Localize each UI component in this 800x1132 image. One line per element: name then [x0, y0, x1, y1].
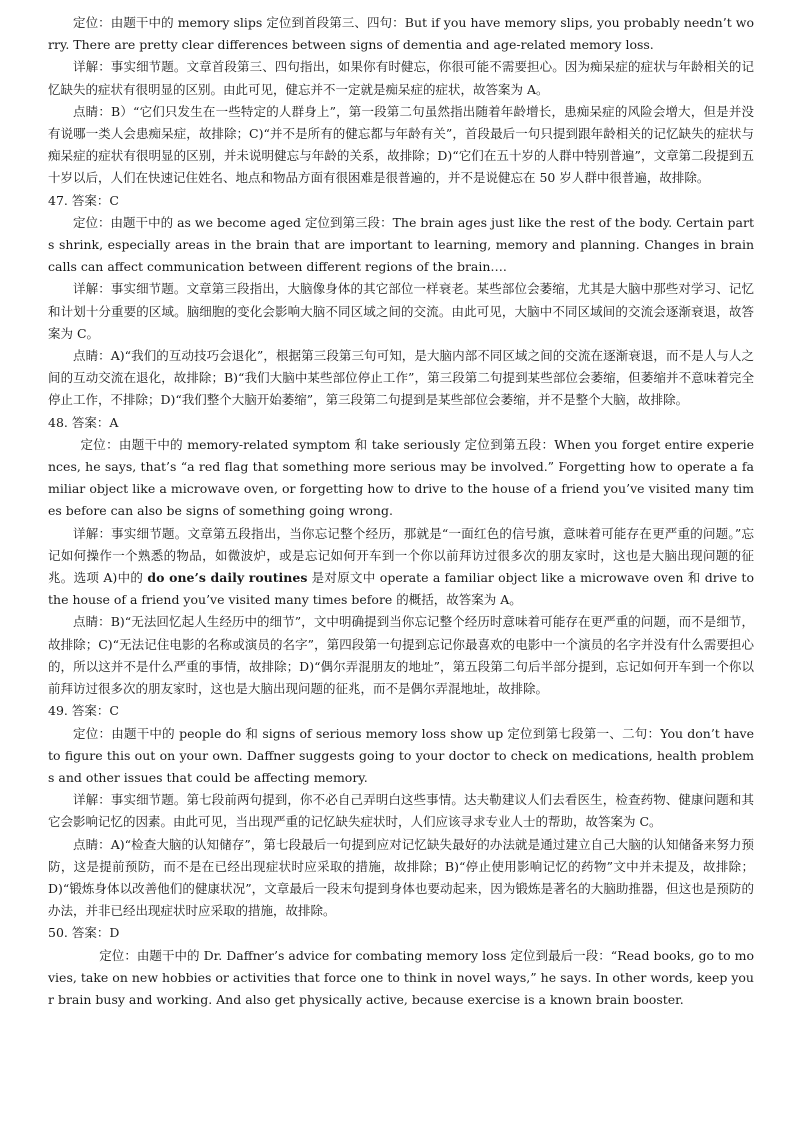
- q47-detail: 详解：事实细节题。文章第三段指出，大脑像身体的其它部位一样衰老。某些部位会萎缩，尤其是大脑中那些对学习、记忆和计划十分重要的区域。脑细胞的变化会影响大脑不同区域之间的交流。由此可见，大脑中不同区域间的交流会逐渐衰退，故答案为 C。: [48, 281, 754, 341]
- q48-detail-bold-phrase: do one’s daily routines: [147, 570, 308, 586]
- q50-locate: 定位：由题干中的 Dr. Daffner’s advice for combating memory loss 定位到最后一段：“Read books, go to movies, take on new hobbies or activities that force one to think in novel ways,” he says. In other words, keep your brain busy and working. And also get physically active, because exercise is a known brain booster.: [48, 947, 754, 1007]
- q48-tips: 点睛：B)“无法回忆起人生经历中的细节”，文中明确提到当你忘记整个经历时意味着可能存在更严重的问题，而不是细节，故排除；C)“无法记住电影的名称或演员的名字”，第四段第一句提到忘记你最喜欢的电影中一个演员的名字并没有什么需要担心的，所以这并不是什么严重的事情，故排除；D)“偶尔弄混朋友的地址”，第五段第二句后半部分提到，忘记如何开车到一个你以前拜访过很多次的朋友家时，这也是大脑出现问题的征兆，而不是偶尔弄混地址，故排除。: [48, 614, 754, 697]
- q49-locate: 定位：由题干中的 people do 和 signs of serious memory loss show up 定位到第七段第一、二句：You don’t have to figure this out on your own. Daffner suggests going to your doctor to check on medications, health problems and other issues that could be affecting memory.: [48, 725, 754, 785]
- q46-locate: 定位：由题干中的 memory slips 定位到首段第三、四句：But if you have memory slips, you probably needn’t worry. There are pretty clear differences between signs of dementia and age-related memory loss.: [48, 15, 754, 53]
- q47-locate: 定位：由题干中的 as we become aged 定位到第三段：The brain ages just like the rest of the body. Certain parts shrink, especially areas in the brain that are important to learning, memory and planning. Changes in brain calls can affect communication between different regions of the brain….: [48, 214, 754, 275]
- q50-answer: 50. 答案：D: [48, 925, 120, 941]
- q46-detail: 详解：事实细节题。文章首段第三、四句指出，如果你有时健忘，你很可能不需要担心。因为痴呆症的症状与年龄相关的记忆缺失的症状有很明显的区别。由此可见，健忘并不一定就是痴呆症的症状，故答案为 A。: [48, 59, 754, 97]
- q47-tips: 点睛：A)“我们的互动技巧会退化”，根据第三段第三句可知，是大脑内部不同区域之间的交流在逐渐衰退，而不是人与人之间的互动交流在退化，故排除；B)“我们大脑中某些部位停止工作”，第三段第二句提到某些部位会萎缩，但萎缩并不意味着完全停止工作，不排除；D)“我们整个大脑开始萎缩”，第三段第二句提到是某些部位会萎缩，并不是整个大脑，故排除。: [48, 348, 754, 408]
- q49-detail: 详解：事实细节题。第七段前两句提到，你不必自己弄明白这些事情。达夫勒建议人们去看医生，检查药物、健康问题和其它会影响记忆的因素。由此可见，当出现严重的记忆缺失症状时，人们应该寻求专业人士的帮助，故答案为 C。: [48, 792, 754, 830]
- q48-detail-part-a: 详解：事实细节题。文章第五段指出，当你忘记整个经历，那就是“一面红色的信号旗，意味着可能存在更严重的问题。”忘记如何操作一个熟悉的物品，如微波炉，或是忘记如何开车到一个你以前拜访过很多次的朋友家时，这也是大脑出现问题的征兆。选项 A)中的: [48, 525, 754, 586]
- q48-detail: [48, 523, 754, 612]
- q47-answer: 47. 答案：C: [48, 192, 119, 208]
- q48-locate: 定位：由题干中的 memory-related symptom 和 take seriously 定位到第五段：When you forget entire experiences, he says, that’s “a red flag that something more serious may be involved.” Forgetting how to operate a familiar object like a microwave oven, or forgetting how to drive to the house of a friend you’ve visited many times before can also be signs of something going wrong.: [48, 436, 754, 519]
- q46-tips: 点睛：B）“它们只发生在一些特定的人群身上”，第一段第二句虽然指出随着年龄增长，患痴呆症的风险会增大，但是并没有说哪一类人会患痴呆症，故排除；C)“并不是所有的健忘都与年龄有关”，首段最后一句只提到跟年龄相关的记忆缺失的症状与痴呆症的症状有很明显的区别，并未说明健忘与年龄的关系，故排除；D)“它们在五十岁的人群中特别普遍”，文章第二段提到五十岁以后，人们在快速记住姓名、地点和物品方面有很困难是很普遍的，并不是说健忘在 50 岁人群中很普遍，故排除。: [48, 103, 754, 186]
- document-page: [48, 12, 754, 1011]
- q48-answer: 48. 答案：A: [48, 414, 119, 430]
- q49-tips: 点睛：A)“检查大脑的认知储存”，第七段最后一句提到应对记忆缺失最好的办法就是通过建立自己大脑的认知储备来努力预防，这是提前预防，而不是在已经出现症状时应采取的措施，故排除；B)“停止使用影响记忆的药物”文中并未提及，故排除；D)“锻炼身体以改善他们的健康状况”，文章最后一段末句提到身体也要动起来，因为锻炼是著名的大脑助推器，但这也是预防的办法，并非已经出现症状时应采取的措施，故排除。: [48, 836, 754, 919]
- q49-answer: 49. 答案：C: [48, 703, 119, 719]
- q48-detail-part-b: 是对原文中 operate a familiar object like a microwave oven 和 drive to the house of a friend you’ve visited many times before 的概括，故答案为 A。: [48, 570, 754, 608]
